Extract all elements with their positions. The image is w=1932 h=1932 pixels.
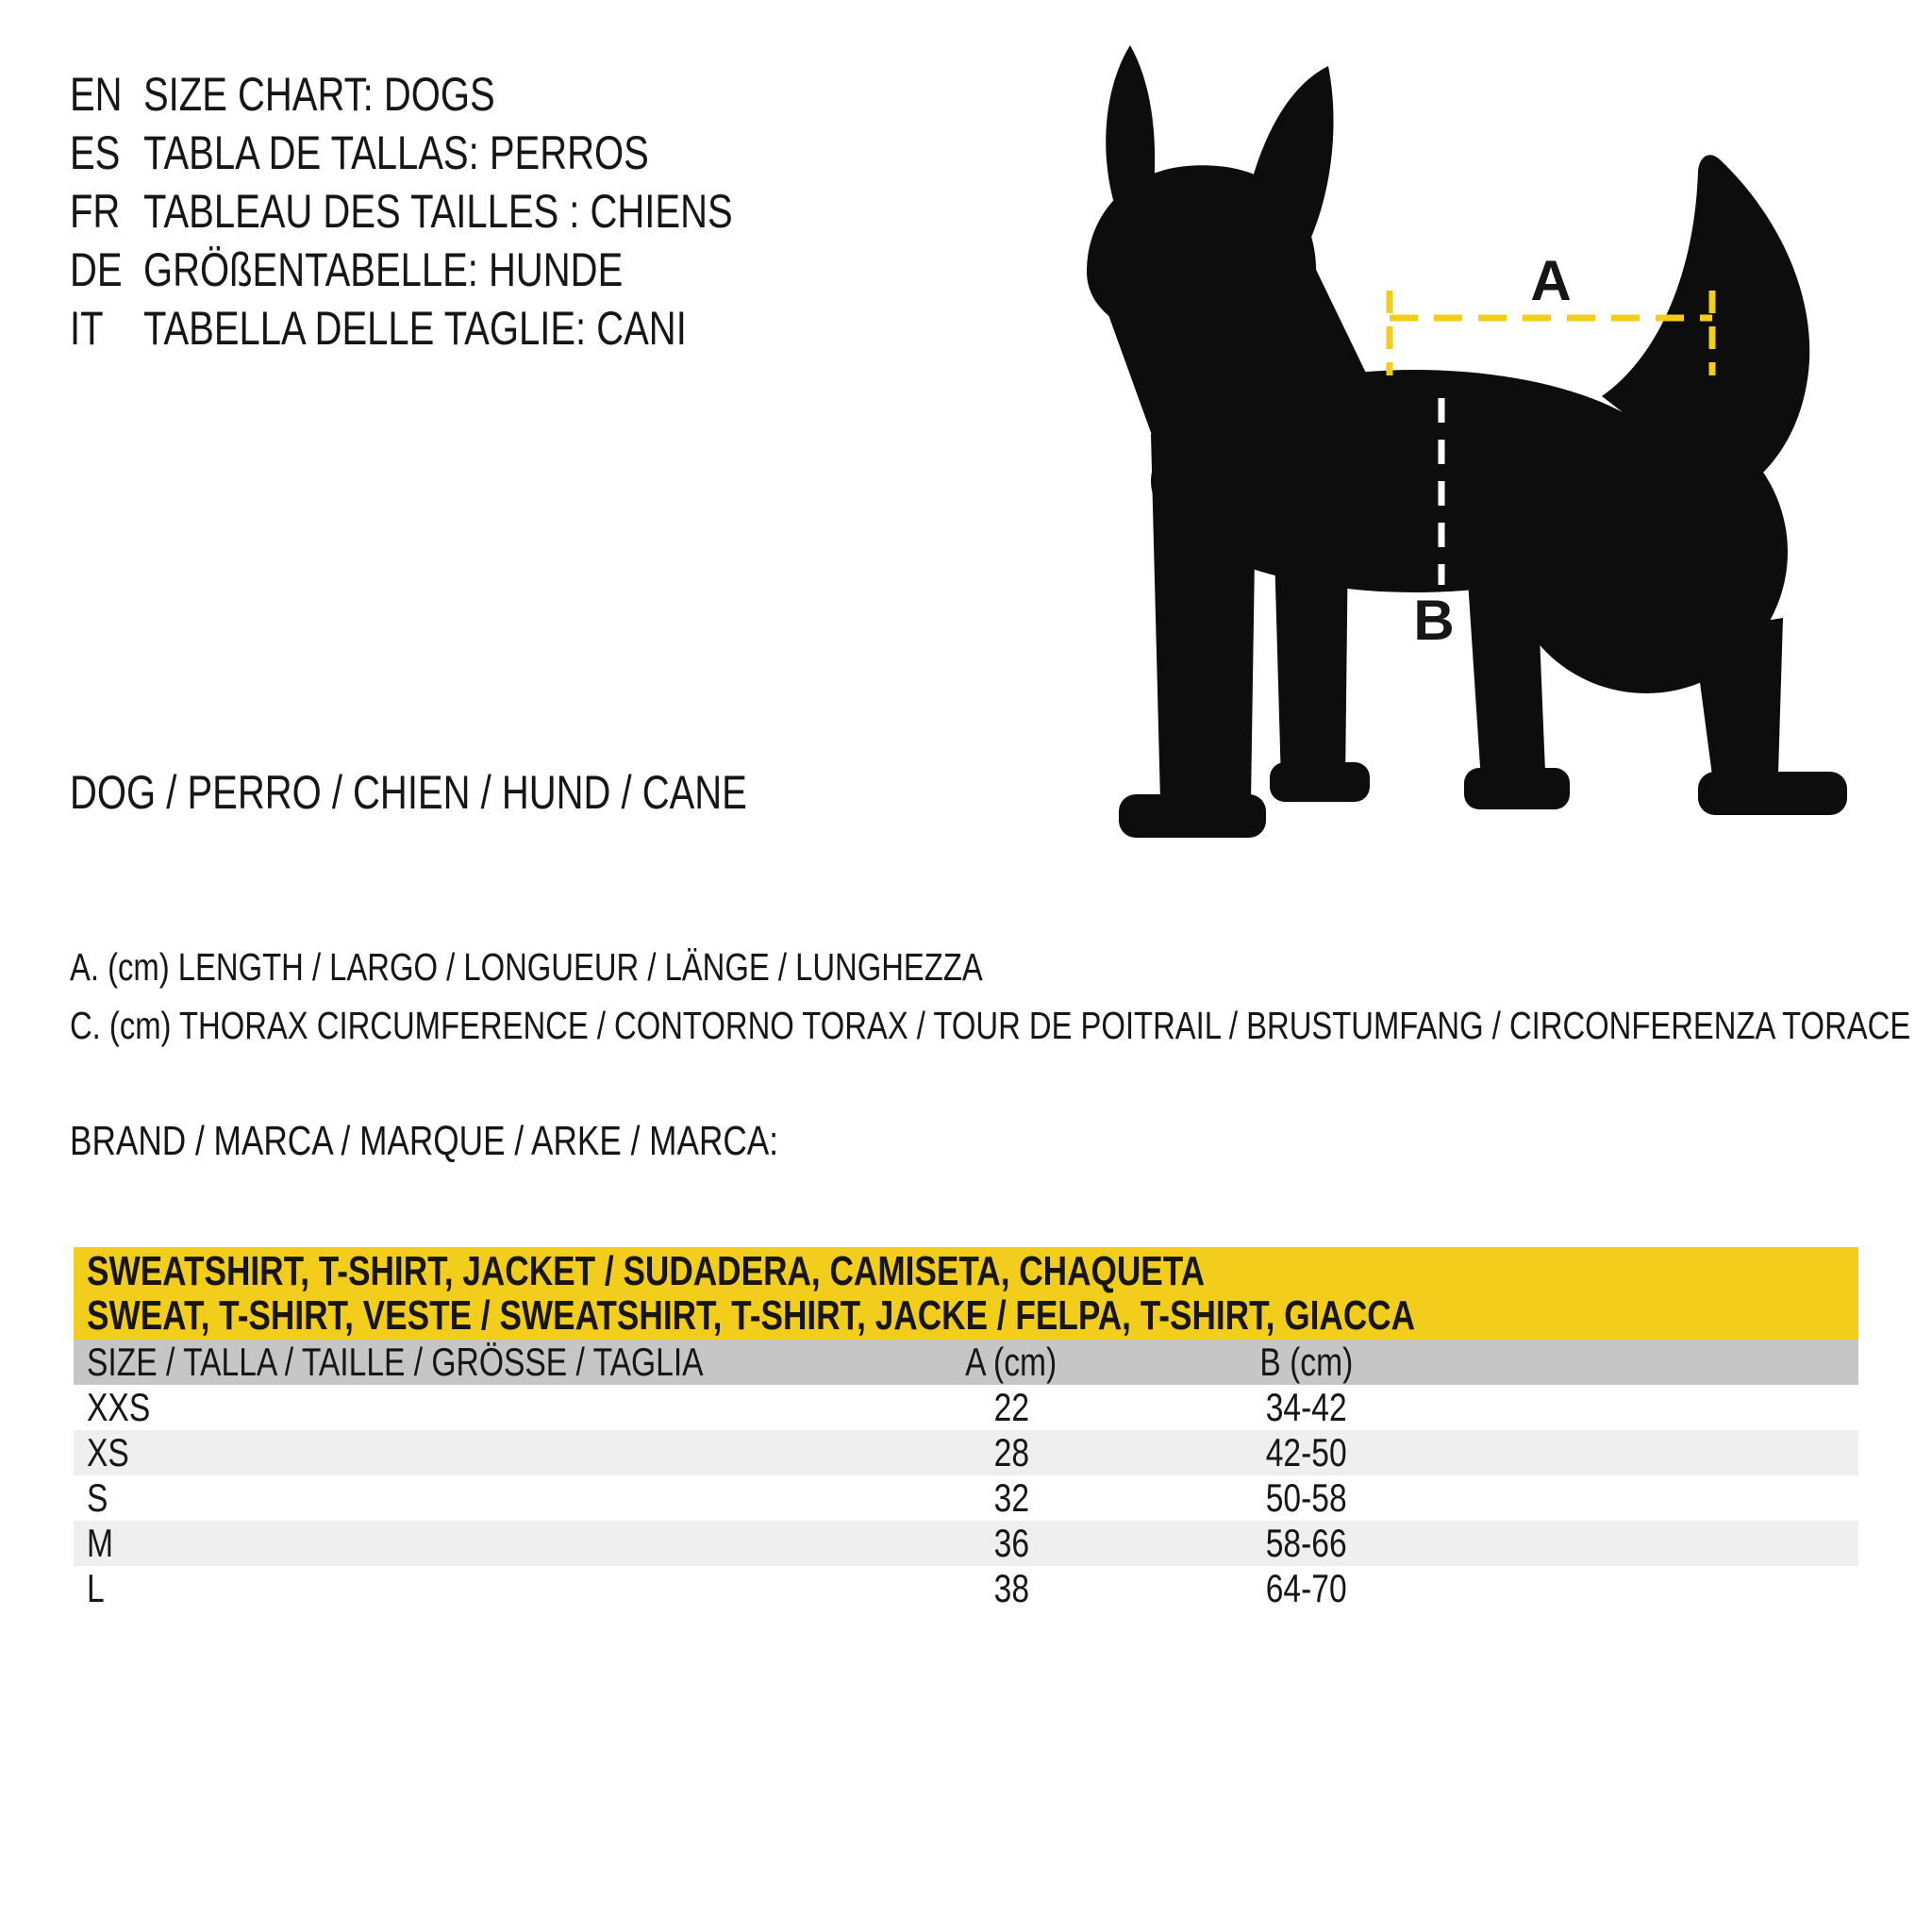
legend-line-a: A. (cm) LENGTH / LARGO / LONGUEUR / LÄNGE / LUNGHEZZA [70, 945, 983, 989]
column-header-b: B (cm) [1259, 1340, 1354, 1384]
language-title: TABLEAU DES TAILLES : CHIENS [143, 185, 733, 238]
size-value: XS [87, 1430, 129, 1474]
marker-b-label: B [1413, 589, 1455, 652]
legend-line-c: C. (cm) THORAX CIRCUMFERENCE / CONTORNO TORAX / TOUR DE POITRAIL / BRUSTUMFANG / CIRCONFERENZA TORACE [70, 1004, 1911, 1047]
language-code: DE [70, 243, 123, 296]
b-value: 58-66 [1266, 1521, 1347, 1565]
a-value: 36 [993, 1521, 1029, 1565]
language-title: SIZE CHART: DOGS [143, 68, 495, 121]
a-value: 32 [993, 1475, 1029, 1520]
banner-line-1: SWEATSHIRT, T-SHIRT, JACKET / SUDADERA, CAMISETA, CHAQUETA [87, 1248, 1206, 1294]
banner-line-2: SWEAT, T-SHIRT, VESTE / SWEATSHIRT, T-SHIRT, JACKE / FELPA, T-SHIRT, GIACCA [87, 1292, 1416, 1339]
b-value: 42-50 [1266, 1430, 1347, 1474]
table-row [74, 1385, 1858, 1430]
b-value: 34-42 [1266, 1385, 1347, 1429]
column-header-size: SIZE / TALLA / TAILLE / GRÖSSE / TAGLIA [87, 1340, 704, 1384]
dog-silhouette [1087, 45, 1847, 838]
b-value: 50-58 [1266, 1475, 1347, 1520]
language-title: TABELLA DELLE TAGLIE: CANI [143, 302, 687, 355]
dog-silhouette-figure [1038, 28, 1887, 849]
table-row [74, 1521, 1858, 1566]
a-value: 22 [993, 1385, 1029, 1429]
size-value: L [87, 1566, 105, 1610]
table-row [74, 1475, 1858, 1521]
size-value: M [87, 1521, 113, 1565]
language-code: EN [70, 68, 123, 121]
column-header-a: A (cm) [965, 1340, 1058, 1384]
language-code: FR [70, 185, 121, 238]
table-banner [74, 1247, 1858, 1340]
b-value: 64-70 [1266, 1566, 1347, 1610]
brand-line: BRAND / MARCA / MARQUE / ARKE / MARCA: [70, 1118, 779, 1164]
table-header-row [74, 1340, 1858, 1385]
a-value: 28 [993, 1430, 1029, 1474]
table-row [74, 1566, 1858, 1611]
language-title: TABLA DE TALLAS: PERROS [143, 126, 649, 179]
language-code: ES [70, 126, 121, 179]
language-title: GRÖßENTABELLE: HUNDE [143, 243, 624, 296]
animal-caption: DOG / PERRO / CHIEN / HUND / CANE [70, 766, 747, 819]
a-value: 38 [993, 1566, 1029, 1610]
language-code: IT [70, 302, 104, 355]
marker-a-label: A [1530, 249, 1572, 312]
size-value: XXS [87, 1385, 151, 1429]
size-value: S [87, 1475, 108, 1520]
table-row [74, 1430, 1858, 1475]
